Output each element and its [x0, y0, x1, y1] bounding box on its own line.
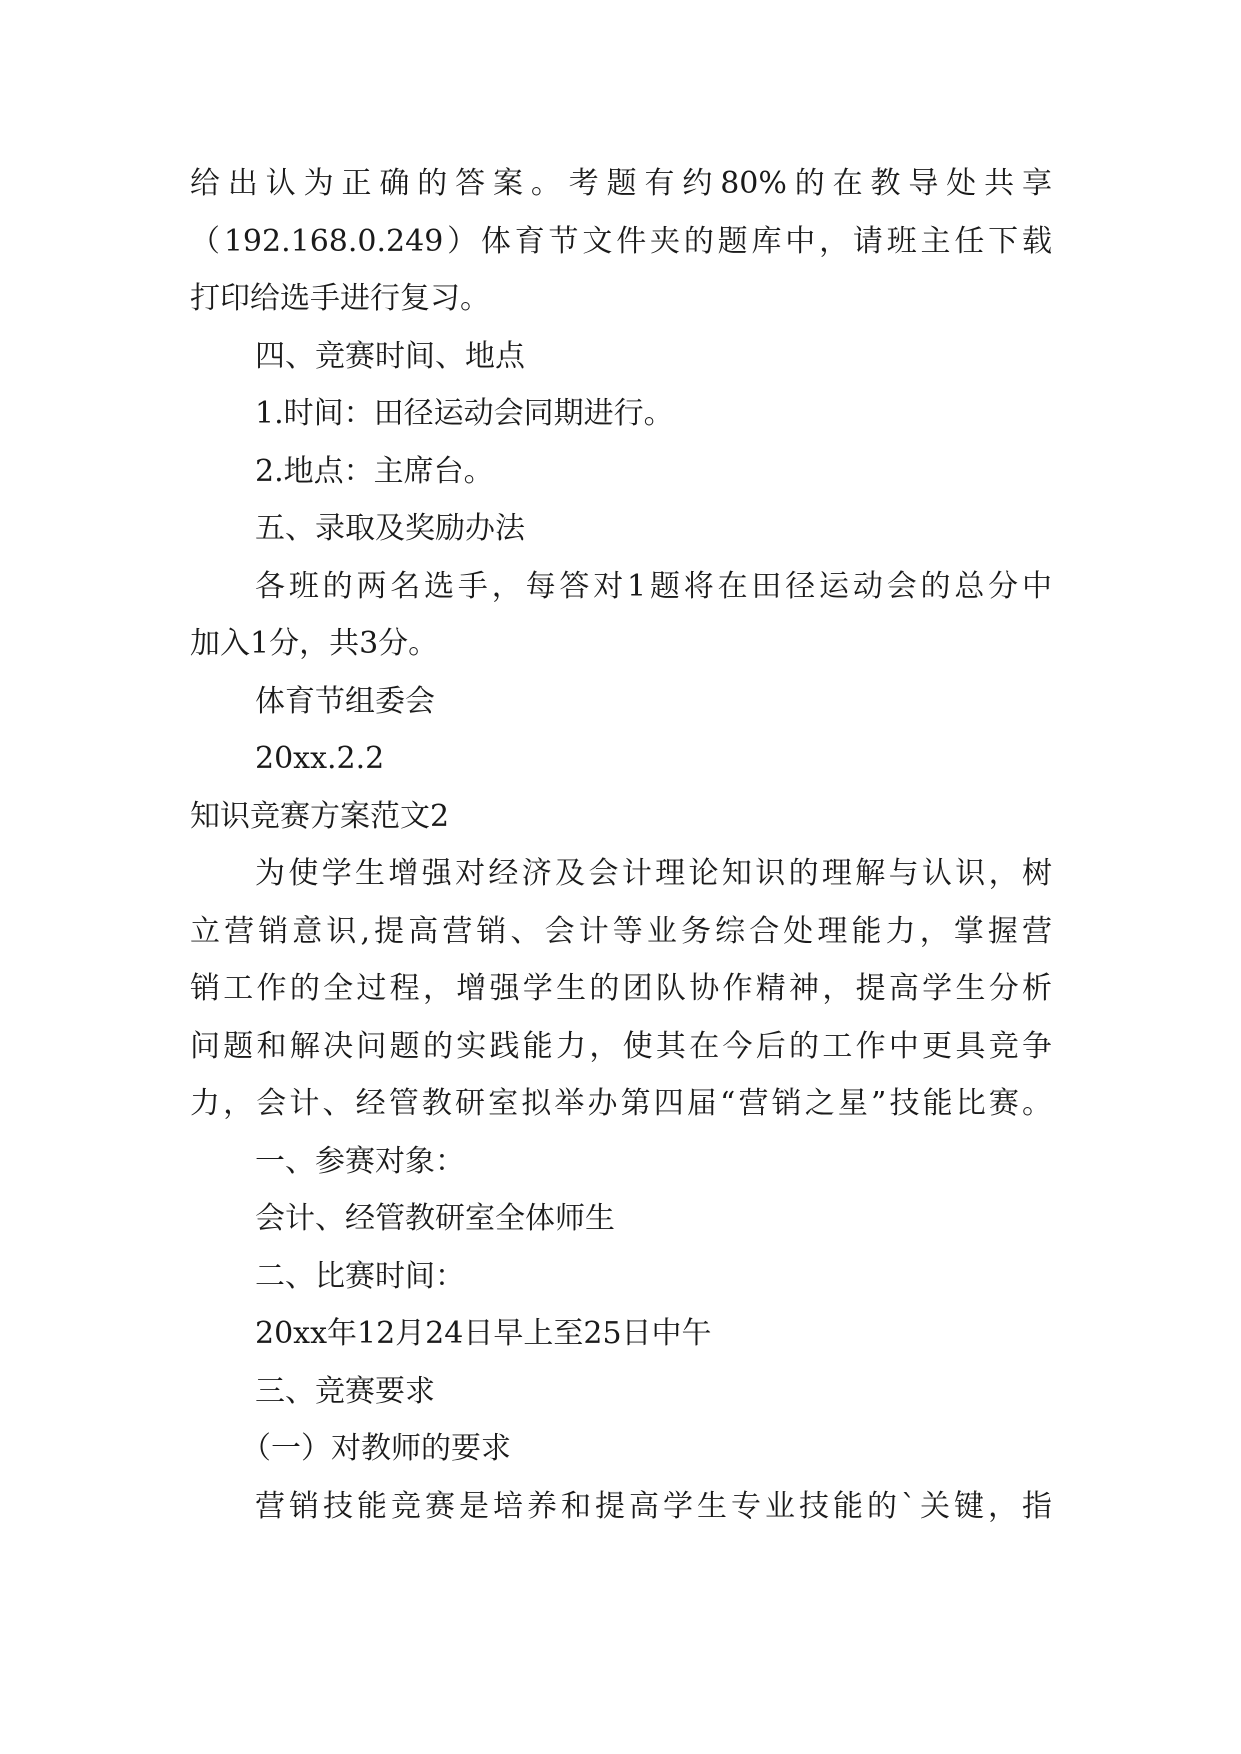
- paragraph-line: 营销技能竞赛是培养和提高学生专业技能的`关键，指: [255, 1488, 1052, 1524]
- paragraph-line: 会计、经管教研室全体师生: [255, 1201, 615, 1236]
- paragraph-line: 给出认为正确的答案。考题有约80%的在教导处共享: [190, 166, 1052, 201]
- signature-organization: 体育节组委会: [255, 683, 435, 719]
- paragraph-line: 问题和解决问题的实践能力，使其在今后的工作中更具竞争: [190, 1028, 1052, 1064]
- list-item: 2.地点：主席台。: [255, 453, 494, 489]
- document-title: 知识竞赛方案范文2: [190, 798, 450, 834]
- paragraph-line: 20xx年12月24日早上至25日中午: [255, 1316, 712, 1351]
- paragraph-line: （192.168.0.249）体育节文件夹的题库中，请班主任下载: [190, 223, 1052, 259]
- document-body: [190, 155, 1052, 1535]
- signature-date: 20xx.2.2: [255, 741, 385, 776]
- paragraph-line: 为使学生增强对经济及会计理论知识的理解与认识，树: [255, 856, 1052, 891]
- section-heading: 四、竞赛时间、地点: [255, 338, 525, 374]
- paragraph-line: 加入1分，共3分。: [190, 626, 439, 661]
- section-heading: 三、竞赛要求: [255, 1373, 435, 1409]
- list-item: 1.时间：田径运动会同期进行。: [255, 396, 674, 431]
- paragraph-line: 打印给选手进行复习。: [190, 281, 490, 316]
- paragraph-line: 力，会计、经管教研室拟举办第四届“营销之星”技能比赛。: [190, 1086, 1052, 1121]
- section-heading: 一、参赛对象：: [255, 1143, 465, 1179]
- section-heading: 五、录取及奖励办法: [255, 511, 525, 546]
- subsection-heading: （一）对教师的要求: [241, 1431, 511, 1466]
- paragraph-line: 销工作的全过程，增强学生的团队协作精神，提高学生分析: [190, 971, 1052, 1006]
- paragraph-line: 各班的两名选手，每答对1题将在田径运动会的总分中: [255, 568, 1052, 604]
- paragraph-line: 立营销意识,提高营销、会计等业务综合处理能力，掌握营: [190, 913, 1052, 949]
- section-heading: 二、比赛时间：: [255, 1258, 465, 1294]
